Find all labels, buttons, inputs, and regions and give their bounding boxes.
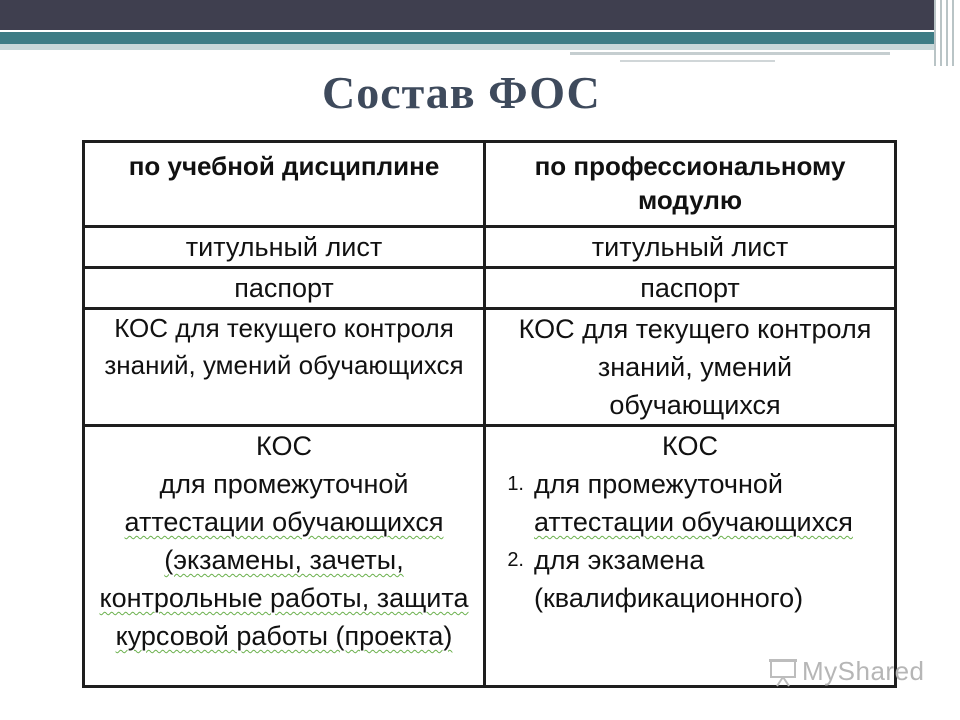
- header-bar-teal: [0, 32, 936, 44]
- numbered-list: [490, 465, 890, 617]
- table-cell: КОС для текущего контроля знаний, умений обучающихся: [84, 309, 485, 426]
- table-cell: паспорт: [485, 268, 896, 309]
- projector-screen-icon: [768, 657, 798, 687]
- cell-text: (экзамены, зачеты,: [164, 545, 404, 575]
- corner-decoration: [930, 0, 960, 66]
- table-cell: паспорт: [84, 268, 485, 309]
- cell-line: КОС: [662, 431, 718, 461]
- header-bar-light: [0, 44, 936, 50]
- table-cell: КОС для текущего контроля знаний, умений обучающихся: [485, 309, 896, 426]
- table-cell: титульный лист: [84, 227, 485, 268]
- list-text: [534, 465, 853, 541]
- list-number: 1.: [507, 473, 524, 495]
- header-line: [620, 60, 775, 62]
- header-bar-dark: [0, 0, 936, 30]
- table-header-row: [84, 142, 896, 227]
- list-item: [490, 541, 890, 617]
- table-row: [84, 227, 896, 268]
- cell-text: аттестации обучающихся: [124, 507, 444, 537]
- table-row: [84, 309, 896, 426]
- watermark-logo: [768, 656, 925, 687]
- cell-text: контрольные работы, защита: [99, 583, 469, 613]
- header-line: [570, 52, 890, 55]
- table-cell: [84, 426, 485, 687]
- list-text-line: для промежуточной: [534, 469, 783, 499]
- list-item: [490, 465, 890, 541]
- cell-line: КОС: [256, 431, 312, 461]
- header-module: по профессиональному модулю: [485, 142, 896, 227]
- cell-line: [89, 579, 479, 617]
- list-text-line: аттестации обучающихся: [534, 507, 853, 537]
- table-row: [84, 426, 896, 687]
- list-text: [534, 541, 803, 617]
- list-text-line: для экзамена: [534, 545, 705, 575]
- cell-line: [89, 503, 479, 541]
- table-row: [84, 268, 896, 309]
- slide-title: Состав ФОС: [322, 67, 601, 118]
- cell-line: [89, 541, 479, 579]
- watermark-text: MyShared: [802, 656, 925, 686]
- fos-table: [82, 140, 897, 688]
- list-number: 2.: [507, 549, 524, 571]
- cell-line: для промежуточной: [159, 469, 409, 499]
- table-cell: титульный лист: [485, 227, 896, 268]
- header-discipline: по учебной дисциплине: [84, 142, 485, 227]
- cell-text: курсовой работы (проекта): [115, 621, 453, 651]
- table-cell: [485, 426, 896, 687]
- cell-line: [89, 617, 479, 655]
- list-text-line: (квалификационного): [534, 583, 804, 613]
